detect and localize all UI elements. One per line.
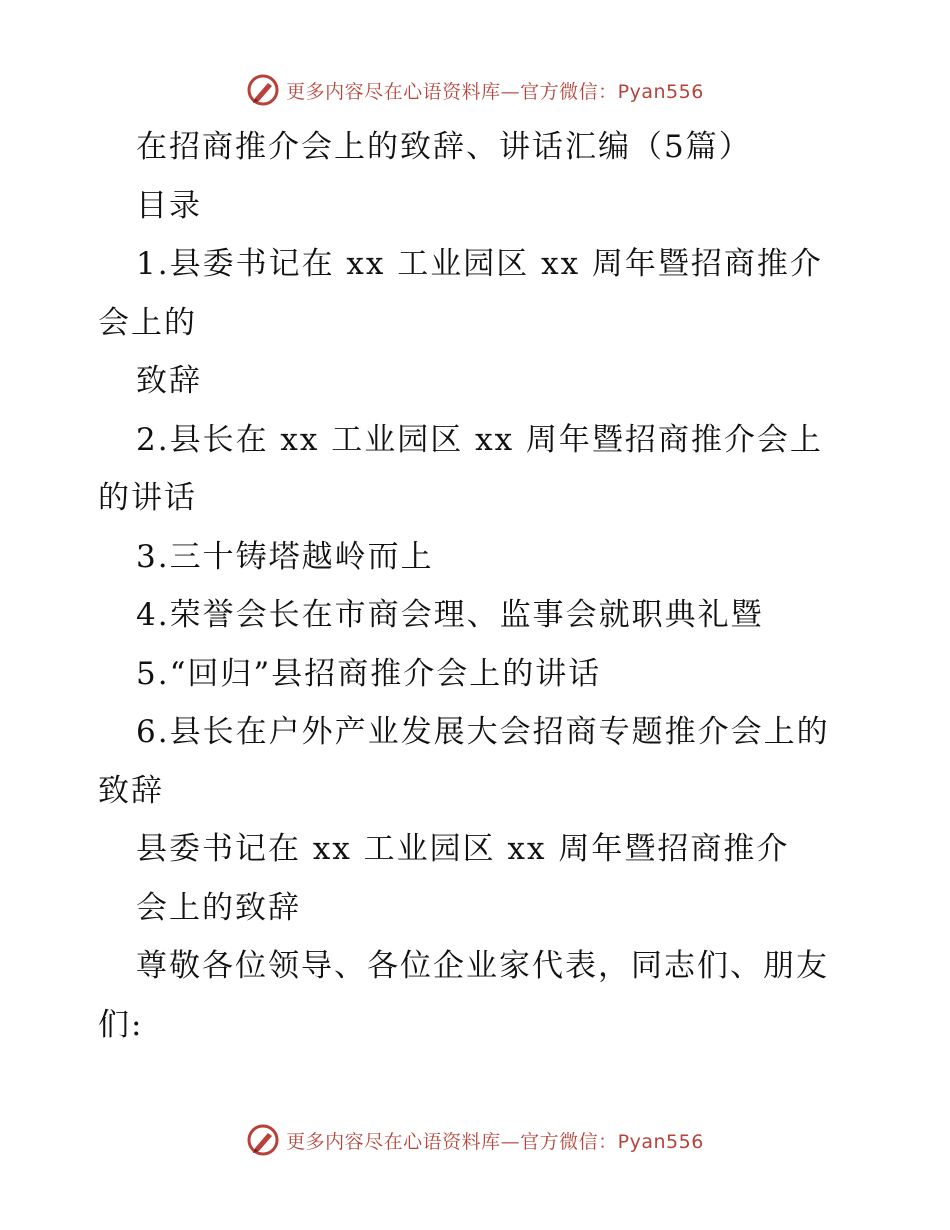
text-line: 6.县长在户外产业发展大会招商专题推介会上的 <box>136 714 830 750</box>
text-line: 1.县委书记在 xx 工业园区 xx 周年暨招商推介 <box>136 246 823 282</box>
text-line: 4.荣誉会长在市商会理、监事会就职典礼暨 <box>136 597 764 633</box>
text-line: 致辞 <box>98 772 164 809</box>
footer-watermark-banner <box>0 1120 950 1160</box>
text-line: 致辞 <box>136 363 202 399</box>
text-line: 尊敬各位领导、各位企业家代表，同志们、朋友 <box>136 948 829 984</box>
text-line: 3.三十铸塔越岭而上 <box>136 538 434 575</box>
banner-text: 更多内容尽在心语资料库—官方微信：Pyan556 <box>286 1130 704 1153</box>
header-watermark-banner <box>0 70 950 110</box>
text-line: 们: <box>98 1006 144 1043</box>
text-line: 的讲话 <box>98 480 197 516</box>
toc-heading: 目录 <box>136 187 202 224</box>
document-body <box>98 118 858 1054</box>
text-line: 县委书记在 xx 工业园区 xx 周年暨招商推介 <box>136 831 790 867</box>
text-line: 会上的 <box>98 304 197 341</box>
pen-logo-icon <box>246 1123 280 1157</box>
text-line: 2.县长在 xx 工业园区 xx 周年暨招商推介会上 <box>136 421 823 458</box>
banner-text: 更多内容尽在心语资料库—官方微信：Pyan556 <box>286 80 704 103</box>
pen-logo-icon <box>246 73 280 107</box>
document-title: 在招商推介会上的致辞、讲话汇编（5篇） <box>136 129 752 165</box>
text-line: 会上的致辞 <box>136 889 301 926</box>
document-lines <box>98 235 858 1054</box>
text-line: 5.“回归”县招商推介会上的讲话 <box>136 655 602 692</box>
